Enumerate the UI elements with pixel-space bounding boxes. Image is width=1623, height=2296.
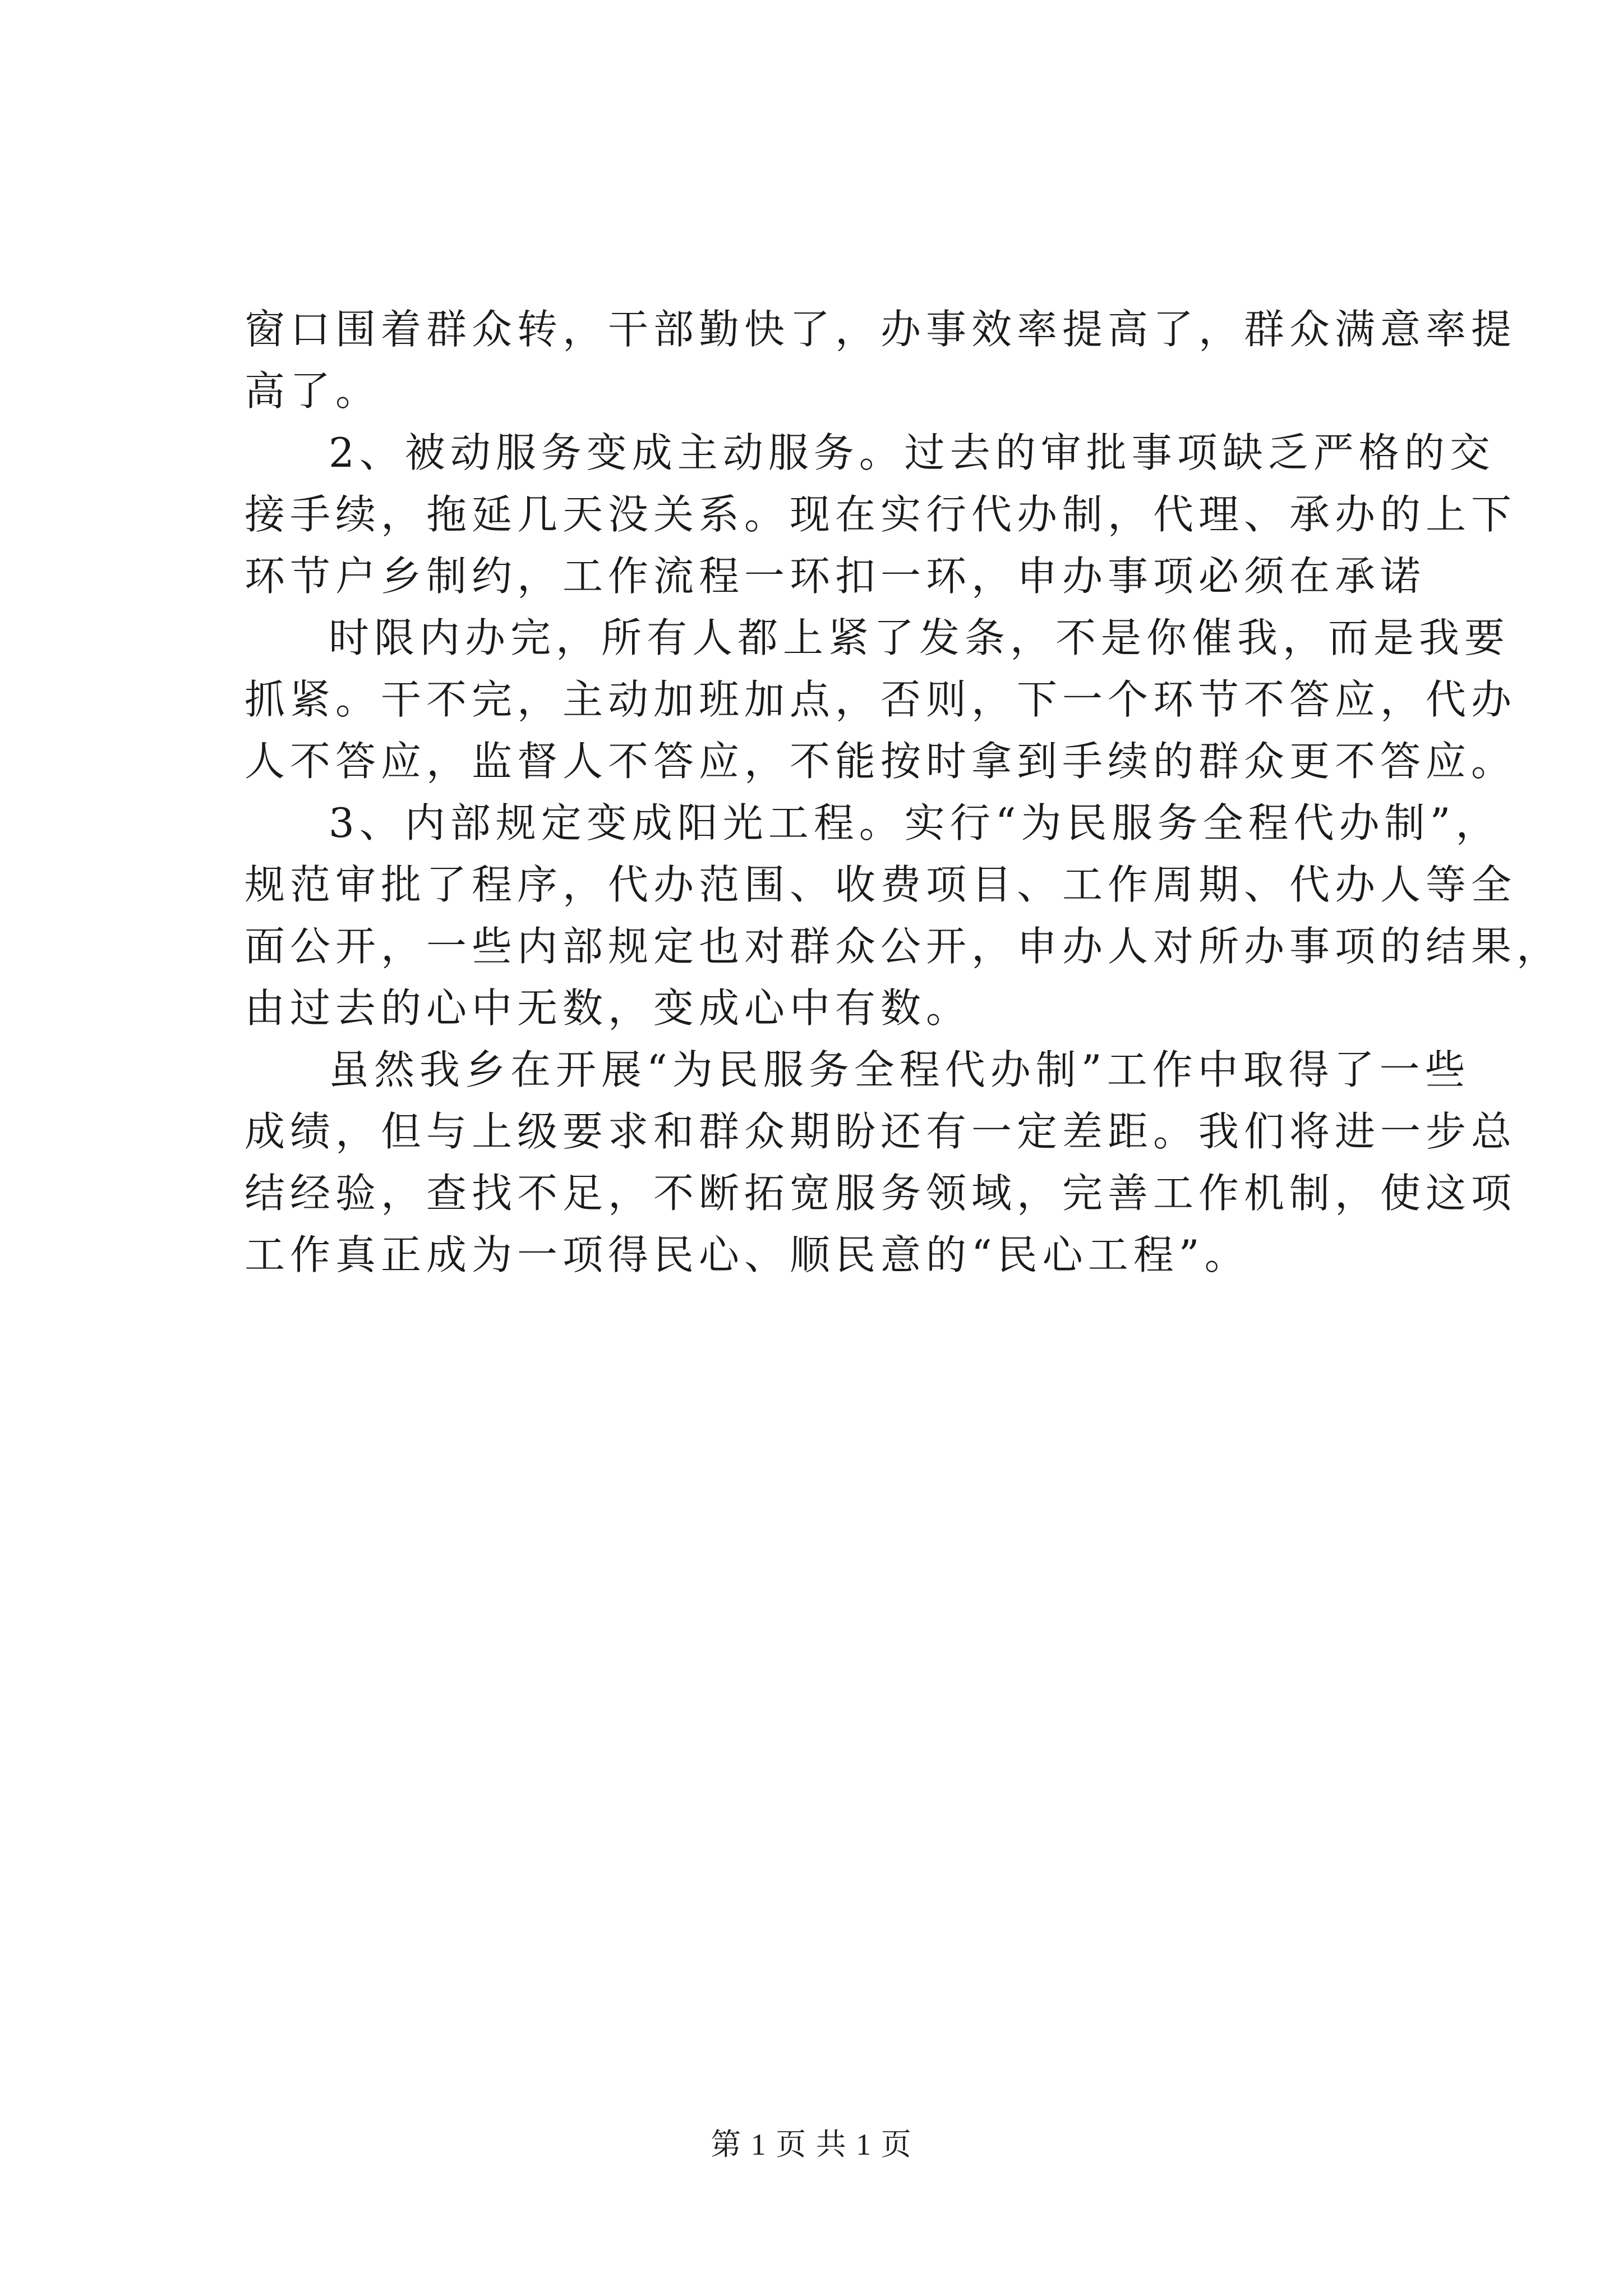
text-line: 3、内部规定变成阳光工程。实行“为民服务全程代办制”， — [329, 799, 1501, 846]
text-line: 环节户乡制约，工作流程一环扣一环，申办事项必须在承诺 — [245, 553, 1426, 600]
text-line: 2、被动服务变成主动服务。过去的审批事项缺乏严格的交 — [329, 429, 1495, 476]
paragraph-continued — [245, 298, 1517, 422]
text-line: 抓紧。干不完，主动加班加点，否则，下一个环节不答应，代办 — [245, 676, 1517, 723]
text-line: 人不答应，监督人不答应，不能按时拿到手续的群众更不答应。 — [245, 738, 1517, 785]
text-line: 窗口围着群众转，干部勤快了，办事效率提高了，群众满意率提 — [245, 306, 1517, 353]
text-line: 虽然我乡在开展“为民服务全程代办制”工作中取得了一些 — [329, 1046, 1470, 1093]
text-line: 时限内办完，所有人都上紧了发条，不是你催我，而是我要 — [329, 614, 1510, 661]
text-line: 由过去的心中无数，变成心中有数。 — [245, 984, 972, 1032]
document-body — [245, 298, 1562, 1286]
paragraph-conclusion — [245, 1039, 1517, 1286]
paragraph-item-2 — [245, 422, 1517, 607]
text-line: 成绩，但与上级要求和群众期盼还有一定差距。我们将进一步总 — [245, 1108, 1517, 1155]
text-line: 面公开，一些内部规定也对群众公开，申办人对所办事项的结果， — [245, 923, 1562, 970]
text-line: 结经验，查找不足，不断拓宽服务领域，完善工作机制，使这项 — [245, 1170, 1517, 1217]
text-line: 规范审批了程序，代办范围、收费项目、工作周期、代办人等全 — [245, 861, 1517, 908]
text-line: 高了。 — [245, 367, 381, 415]
text-line: 接手续，拖延几天没关系。现在实行代办制，代理、承办的上下 — [245, 491, 1517, 538]
text-line: 工作真正成为一项得民心、顺民意的“民心工程”。 — [245, 1231, 1250, 1278]
paragraph-item-2-continued — [245, 607, 1517, 792]
page-footer: 第 1 页 共 1 页 — [711, 2128, 912, 2161]
paragraph-item-3 — [245, 792, 1562, 1039]
